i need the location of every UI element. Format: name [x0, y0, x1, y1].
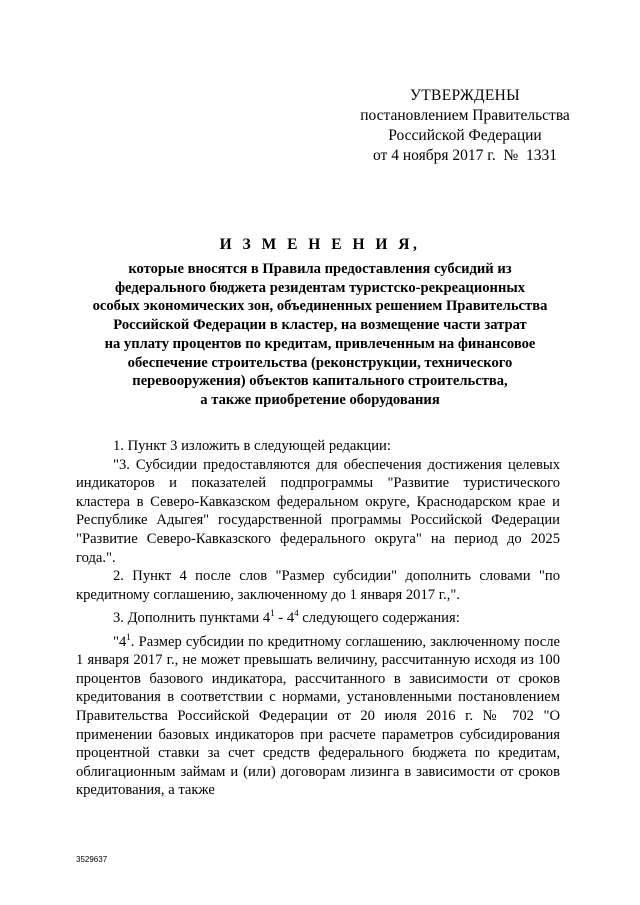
approval-number: 1331: [526, 147, 557, 164]
footer-code: 3529637: [76, 855, 108, 864]
paragraph-4-sup-1: 1: [270, 608, 275, 619]
document-title: И З М Е Н Е Н И Я,: [219, 236, 421, 253]
document-body: [76, 437, 560, 800]
paragraph-3: 2. Пункт 4 после слов "Размер субсидии" дополнить словами "по кредитному соглашению, заключенному до 1 января 2017 г.,".: [76, 568, 560, 603]
subtitle-line-7: перевооружения) объектов капитального строительства,: [132, 373, 508, 390]
paragraph-1: 1. Пункт 3 изложить в следующей редакции:: [113, 438, 391, 454]
subtitle-line-4: Российской Федерации в кластер, на возмещение части затрат: [113, 317, 527, 334]
paragraph-4-text-a: 3. Дополнить пунктами 4: [113, 610, 271, 627]
document-subtitle: [72, 260, 568, 410]
subtitle-line-1: которые вносятся в Правила предоставления субсидий из: [128, 261, 512, 277]
approval-block: [350, 86, 580, 166]
paragraph-4: [76, 604, 560, 627]
paragraph-4-text-c: следующего содержания:: [298, 610, 460, 627]
subtitle-line-2: федерального бюджета резидентам туристско-рекреационных: [114, 279, 526, 296]
approval-date: от 4 ноября 2017 г. №: [373, 147, 526, 164]
paragraph-5-sup: 1: [126, 631, 131, 642]
approval-line-1: постановлением Правительства: [360, 107, 570, 124]
approval-heading: УТВЕРЖДЕНЫ: [410, 87, 520, 104]
subtitle-line-6: обеспечение строительства (реконструкции, технического: [127, 354, 513, 371]
paragraph-5-text-a: "4: [113, 633, 127, 650]
approval-line-3: [350, 146, 580, 166]
paragraph-5: [76, 628, 560, 800]
subtitle-line-3: особых экономических зон, объединенных решением Правительства: [92, 298, 548, 315]
paragraph-5-text-b: . Размер субсидии по кредитному соглашению, заключенному после 1 января 2017 г., не может превышать величину, рассчитанную исходя из 100 процентов базового индикатора, рассчитанного в зависимости от сроков кредитования в соответствии с нормами, установленными постановлением Правительства Российской Федерации от 20 июля 2016 г. № 702 "О применении базовых индикаторов при расчете параметров субсидирования процентной ставки за счет средств федерального бюджета по кредитам, облигационным займам и (или) договорам лизинга в зависимости от сроков кредитования, а также: [76, 633, 560, 799]
paragraph-4-sup-2: 4: [294, 608, 299, 619]
approval-line-2: Российской Федерации: [388, 127, 542, 144]
paragraph-2: "3. Субсидии предоставляются для обеспечения достижения целевых индикаторов и показателей подпрограммы "Развитие туристического кластера в Северо-Кавказском федеральном округе, Краснодарском крае и Республике Адыгея" государственной программы Российской Федерации "Развитие Северо-Кавказского федерального округа" на период до 2025 года.".: [76, 456, 560, 566]
subtitle-line-5: на уплату процентов по кредитам, привлеченным на финансовое: [104, 335, 536, 352]
subtitle-line-8: а также приобретение оборудования: [200, 391, 440, 408]
paragraph-4-text-b: - 4: [274, 610, 295, 627]
